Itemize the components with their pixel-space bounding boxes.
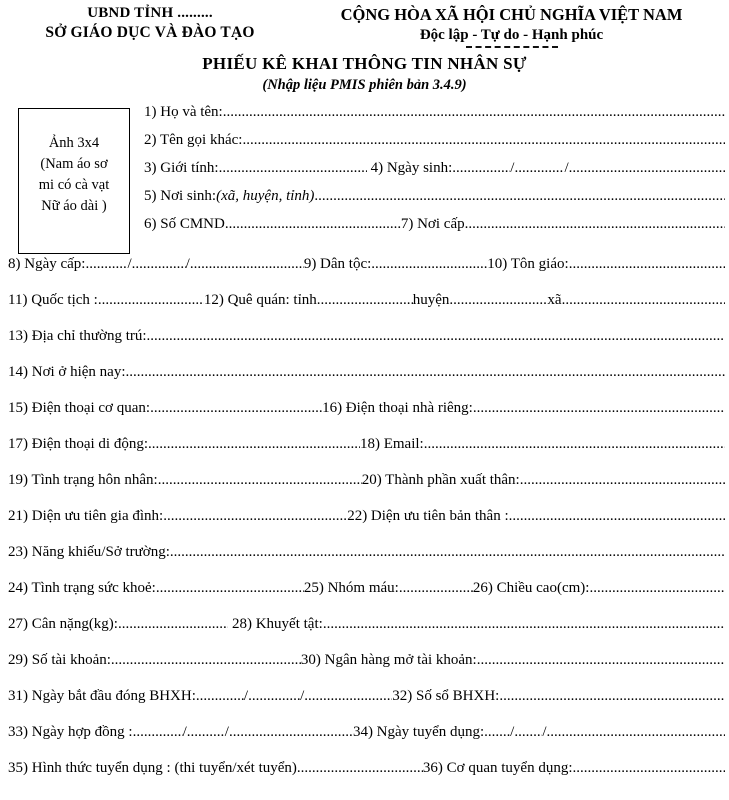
label-family-priority: 21) Diện ưu tiên gia đình:	[8, 508, 164, 524]
title-block	[0, 53, 729, 95]
field-row-gender-dob	[144, 159, 725, 187]
label-gender: 3) Giới tính:	[144, 160, 219, 176]
input-email[interactable]	[424, 435, 725, 454]
photo-dress-note-line2: mi có cà vạt	[38, 177, 110, 193]
input-account-number[interactable]	[111, 651, 301, 670]
input-weight-kg[interactable]	[118, 615, 228, 634]
label-recruitment-agency: 36) Cơ quan tuyển dụng:	[422, 760, 573, 776]
field-row-id-number	[144, 215, 725, 243]
photo-and-identity-section	[0, 103, 729, 255]
label-other-name: 2) Tên gọi khác:	[144, 132, 243, 148]
input-insurance-book-number[interactable]	[499, 687, 725, 706]
label-talents: 23) Năng khiếu/Sở trường:	[8, 544, 170, 560]
identity-fields	[144, 103, 725, 243]
field-row-other-name	[144, 131, 725, 159]
input-ethnicity[interactable]	[371, 255, 487, 274]
label-insurance-start-date: 31) Ngày bắt đầu đóng BHXH:	[8, 688, 196, 704]
label-bank-name: 30) Ngân hàng mở tài khoản:	[300, 652, 477, 668]
label-office-phone: 15) Điện thoại cơ quan:	[8, 400, 151, 416]
label-id-issue-place: 7) Nơi cấp	[400, 216, 465, 232]
field-row-current-residence	[8, 363, 725, 399]
input-bank-name[interactable]	[477, 651, 725, 670]
insurance-separator-1: /	[243, 688, 249, 704]
input-disability[interactable]	[323, 615, 725, 634]
input-insurance-month[interactable]	[248, 687, 300, 706]
photo-size-label: Ảnh 3x4	[48, 135, 100, 151]
input-contract-month[interactable]	[187, 723, 225, 742]
header-national-block	[300, 4, 729, 48]
input-mobile-phone[interactable]	[148, 435, 360, 454]
dob-separator-2: /	[564, 160, 569, 176]
input-gender[interactable]	[219, 159, 367, 178]
input-recruit-month[interactable]	[514, 723, 542, 742]
input-contract-year[interactable]	[229, 723, 353, 742]
header-separator-rule	[466, 46, 558, 48]
label-hometown-district: huyện	[412, 292, 450, 308]
field-row-full-name	[144, 103, 725, 131]
label-id-issue-date: 8) Ngày cấp:	[8, 256, 86, 272]
contract-separator-1: /	[182, 724, 187, 740]
input-office-phone[interactable]	[150, 399, 322, 418]
field-row-insurance-start-booknum	[8, 687, 725, 723]
dob-separator-1: /	[510, 160, 515, 176]
input-marital-status[interactable]	[158, 471, 362, 490]
label-recruitment-date: 34) Ngày tuyển dụng:	[352, 724, 485, 740]
input-permanent-address[interactable]	[147, 327, 725, 346]
label-disability: 28) Khuyết tật:	[231, 616, 323, 632]
input-health-status[interactable]	[156, 579, 304, 598]
input-other-name[interactable]	[242, 131, 725, 150]
input-full-name[interactable]	[223, 103, 725, 122]
input-family-priority[interactable]	[163, 507, 347, 526]
label-nationality: 11) Quốc tịch :	[8, 292, 98, 308]
input-insurance-year[interactable]	[304, 687, 392, 706]
field-row-recruitment-form-agency	[8, 759, 725, 795]
field-row-office-home-phone	[8, 399, 725, 435]
input-talents[interactable]	[170, 543, 725, 562]
form-fields-body	[0, 255, 729, 795]
header-national-motto: Độc lập - Tự do - Hạnh phúc	[419, 27, 604, 43]
input-dob-month[interactable]	[514, 159, 564, 178]
field-row-place-of-birth	[144, 187, 725, 215]
input-personal-priority[interactable]	[509, 507, 725, 526]
input-blood-type[interactable]	[399, 579, 473, 598]
input-id-number[interactable]	[225, 215, 401, 234]
label-account-number: 29) Số tài khoản:	[8, 652, 111, 668]
recruit-separator-2: /	[542, 724, 547, 740]
input-recruit-day[interactable]	[484, 723, 510, 742]
issue-separator-1: /	[127, 256, 132, 272]
header-province-line: UBND TỈNH .........	[87, 5, 213, 21]
input-recruitment-agency[interactable]	[573, 759, 725, 778]
label-current-residence: 14) Nơi ở hiện nay:	[8, 364, 126, 380]
input-hometown-district[interactable]	[449, 291, 547, 310]
label-insurance-book-number: 32) Số sổ BHXH:	[392, 688, 500, 704]
label-personal-priority: 22) Diện ưu tiên bản thân :	[347, 508, 509, 524]
label-hometown-commune: xã	[547, 292, 562, 308]
input-hometown-province[interactable]	[317, 291, 413, 310]
input-recruitment-form[interactable]	[297, 759, 423, 778]
document-header	[0, 0, 729, 48]
field-row-issue-date-ethnicity-religion	[8, 255, 725, 291]
field-row-weight-disability	[8, 615, 725, 651]
label-date-of-birth: 4) Ngày sinh:	[370, 160, 453, 176]
label-blood-type: 25) Nhóm máu:	[303, 580, 399, 596]
input-current-residence[interactable]	[126, 363, 725, 382]
field-row-mobile-email	[8, 435, 725, 471]
contract-separator-2: /	[224, 724, 229, 740]
input-religion[interactable]	[569, 255, 725, 274]
label-religion: 10) Tôn giáo:	[487, 256, 569, 272]
label-email: 18) Email:	[359, 436, 424, 452]
label-contract-date: 33) Ngày hợp đồng :	[8, 724, 133, 740]
label-marital-status: 19) Tình trạng hôn nhân:	[8, 472, 158, 488]
label-height-cm: 26) Chiều cao(cm):	[472, 580, 590, 596]
field-row-nationality-hometown	[8, 291, 725, 327]
label-home-phone: 16) Điện thoại nhà riêng:	[322, 400, 473, 416]
input-social-origin[interactable]	[520, 471, 725, 490]
input-contract-day[interactable]	[133, 723, 183, 742]
input-insurance-day[interactable]	[196, 687, 244, 706]
input-hometown-commune[interactable]	[562, 291, 725, 310]
recruit-separator-1: /	[510, 724, 515, 740]
input-recruit-year[interactable]	[547, 723, 725, 742]
page-subtitle: (Nhập liệu PMIS phiên bản 3.4.9)	[262, 77, 467, 93]
input-dob-year[interactable]	[569, 159, 725, 178]
input-dob-day[interactable]	[452, 159, 510, 178]
page-title: PHIẾU KÊ KHAI THÔNG TIN NHÂN SỰ	[202, 54, 527, 73]
input-nationality[interactable]	[98, 291, 204, 310]
label-place-of-birth-hint: (xã, huyện, tỉnh)	[216, 188, 315, 204]
label-place-of-birth: 5) Nơi sinh:	[144, 188, 217, 204]
label-permanent-address: 13) Địa chỉ thường trú:	[8, 328, 147, 344]
insurance-separator-2: /	[300, 688, 305, 704]
field-row-health-blood-height	[8, 579, 725, 615]
photo-dress-note-line3: Nữ áo dài )	[41, 198, 107, 214]
photo-dress-note-line1: (Nam áo sơ	[40, 156, 108, 172]
label-health-status: 24) Tình trạng sức khoẻ:	[8, 580, 156, 596]
header-country-name: CỘNG HÒA XÃ HỘI CHỦ NGHĨA VIỆT NAM	[340, 5, 683, 24]
label-ethnicity: 9) Dân tộc:	[303, 256, 372, 272]
field-row-contract-recruit-date	[8, 723, 725, 759]
input-issue-year[interactable]	[190, 255, 304, 274]
input-issue-day[interactable]	[85, 255, 127, 274]
input-height-cm[interactable]	[589, 579, 725, 598]
input-place-of-birth[interactable]	[314, 187, 725, 206]
field-row-account-bank	[8, 651, 725, 687]
label-mobile-phone: 17) Điện thoại di động:	[8, 436, 148, 452]
issue-separator-2: /	[185, 256, 190, 272]
input-issue-month[interactable]	[132, 255, 186, 274]
label-full-name: 1) Họ và tên:	[144, 104, 223, 120]
header-issuing-authority	[0, 4, 300, 43]
label-hometown-province: 12) Quê quán: tỉnh	[203, 292, 317, 308]
label-weight-kg: 27) Cân nặng(kg):	[8, 616, 118, 632]
label-social-origin: 20) Thành phần xuất thân:	[361, 472, 520, 488]
field-row-marital-origin	[8, 471, 725, 507]
label-id-number: 6) Số CMND	[144, 216, 225, 232]
photo-placeholder-box	[18, 108, 130, 254]
header-department-line: SỞ GIÁO DỤC VÀ ĐÀO TẠO	[45, 24, 255, 41]
label-recruitment-form: 35) Hình thức tuyển dụng : (thi tuyển/xét tuyển)	[8, 760, 297, 776]
field-row-permanent-address	[8, 327, 725, 363]
input-home-phone[interactable]	[473, 399, 725, 418]
field-row-talents	[8, 543, 725, 579]
field-row-family-personal-priority	[8, 507, 725, 543]
input-id-issue-place[interactable]	[465, 215, 725, 234]
